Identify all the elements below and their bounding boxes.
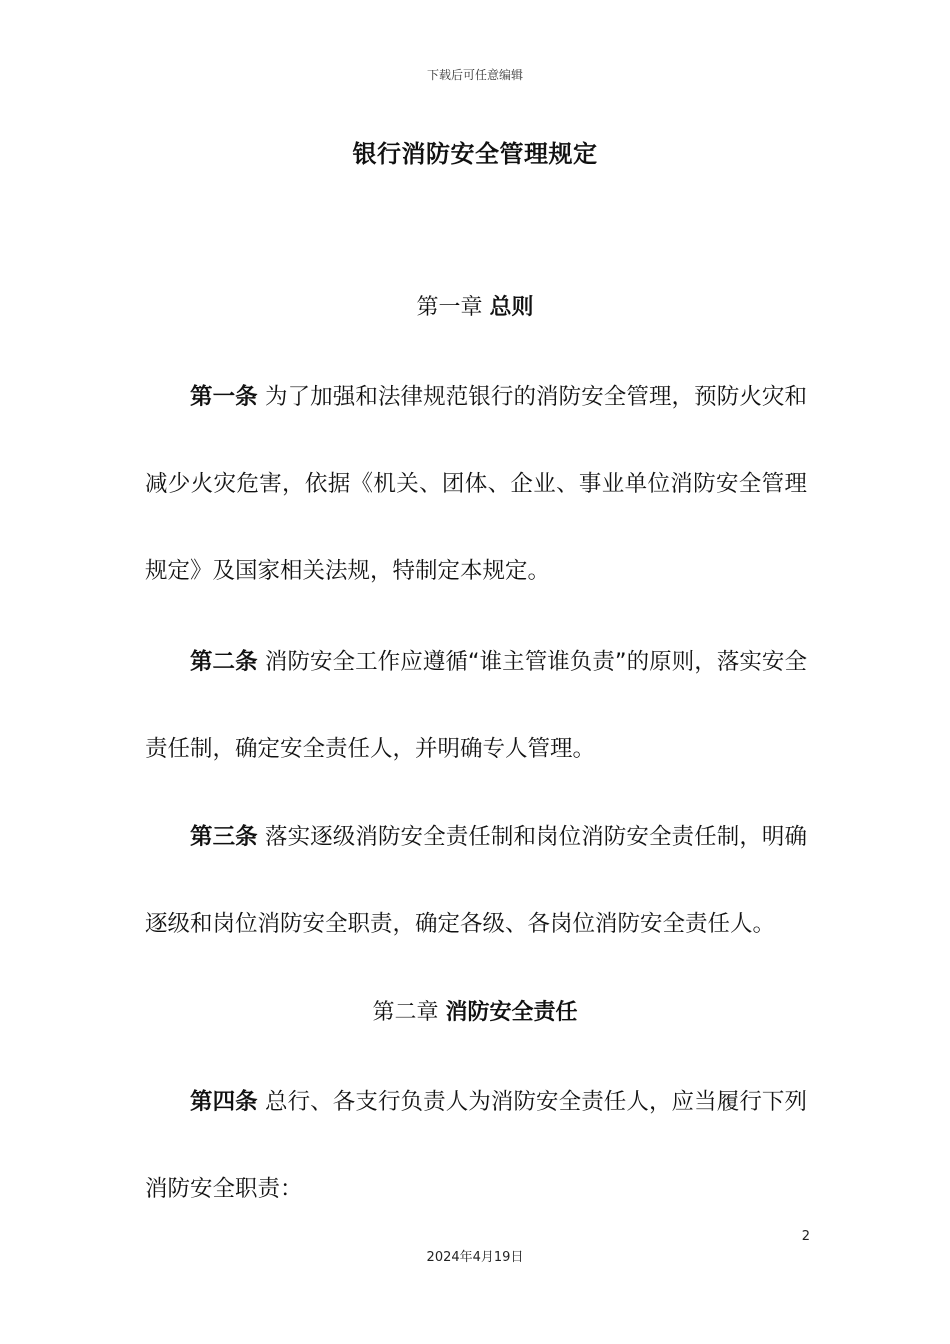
chapter-number: 第一章 (416, 295, 483, 320)
article-text: 总行、各支行负责人为消防安全责任人，应当履行下列消防安全职责： (145, 1089, 807, 1202)
article-label: 第四条 (190, 1089, 258, 1115)
article-label: 第二条 (190, 649, 258, 675)
article-text: 落实逐级消防安全责任制和岗位消防安全责任制，明确逐级和岗位消防安全职责，确定各级、各岗位消防安全责任人。 (145, 824, 807, 937)
header-note: 下载后可任意编辑 (426, 68, 523, 82)
chapter-heading-2 (0, 997, 950, 1029)
article-4 (145, 1059, 807, 1233)
document-title: 银行消防安全管理规定 (352, 140, 598, 168)
article-3 (145, 794, 807, 968)
footer-date: 2024年4月19日 (426, 1250, 524, 1265)
article-1 (145, 354, 807, 615)
article-text: 消防安全工作应遵循“谁主管谁负责”的原则，落实安全责任制，确定安全责任人，并明确专人管理。 (145, 649, 807, 762)
chapter-name: 消防安全责任 (445, 1000, 578, 1025)
article-label: 第三条 (190, 824, 258, 850)
chapter-number: 第二章 (372, 1000, 439, 1025)
chapter-heading-1 (0, 292, 950, 324)
article-label: 第一条 (190, 384, 258, 410)
page-number: 2 (801, 1229, 810, 1244)
article-text: 为了加强和法律规范银行的消防安全管理，预防火灾和减少火灾危害，依据《机关、团体、企业、事业单位消防安全管理规定》及国家相关法规，特制定本规定。 (145, 384, 807, 584)
chapter-name: 总则 (489, 295, 534, 320)
article-2 (145, 619, 807, 793)
